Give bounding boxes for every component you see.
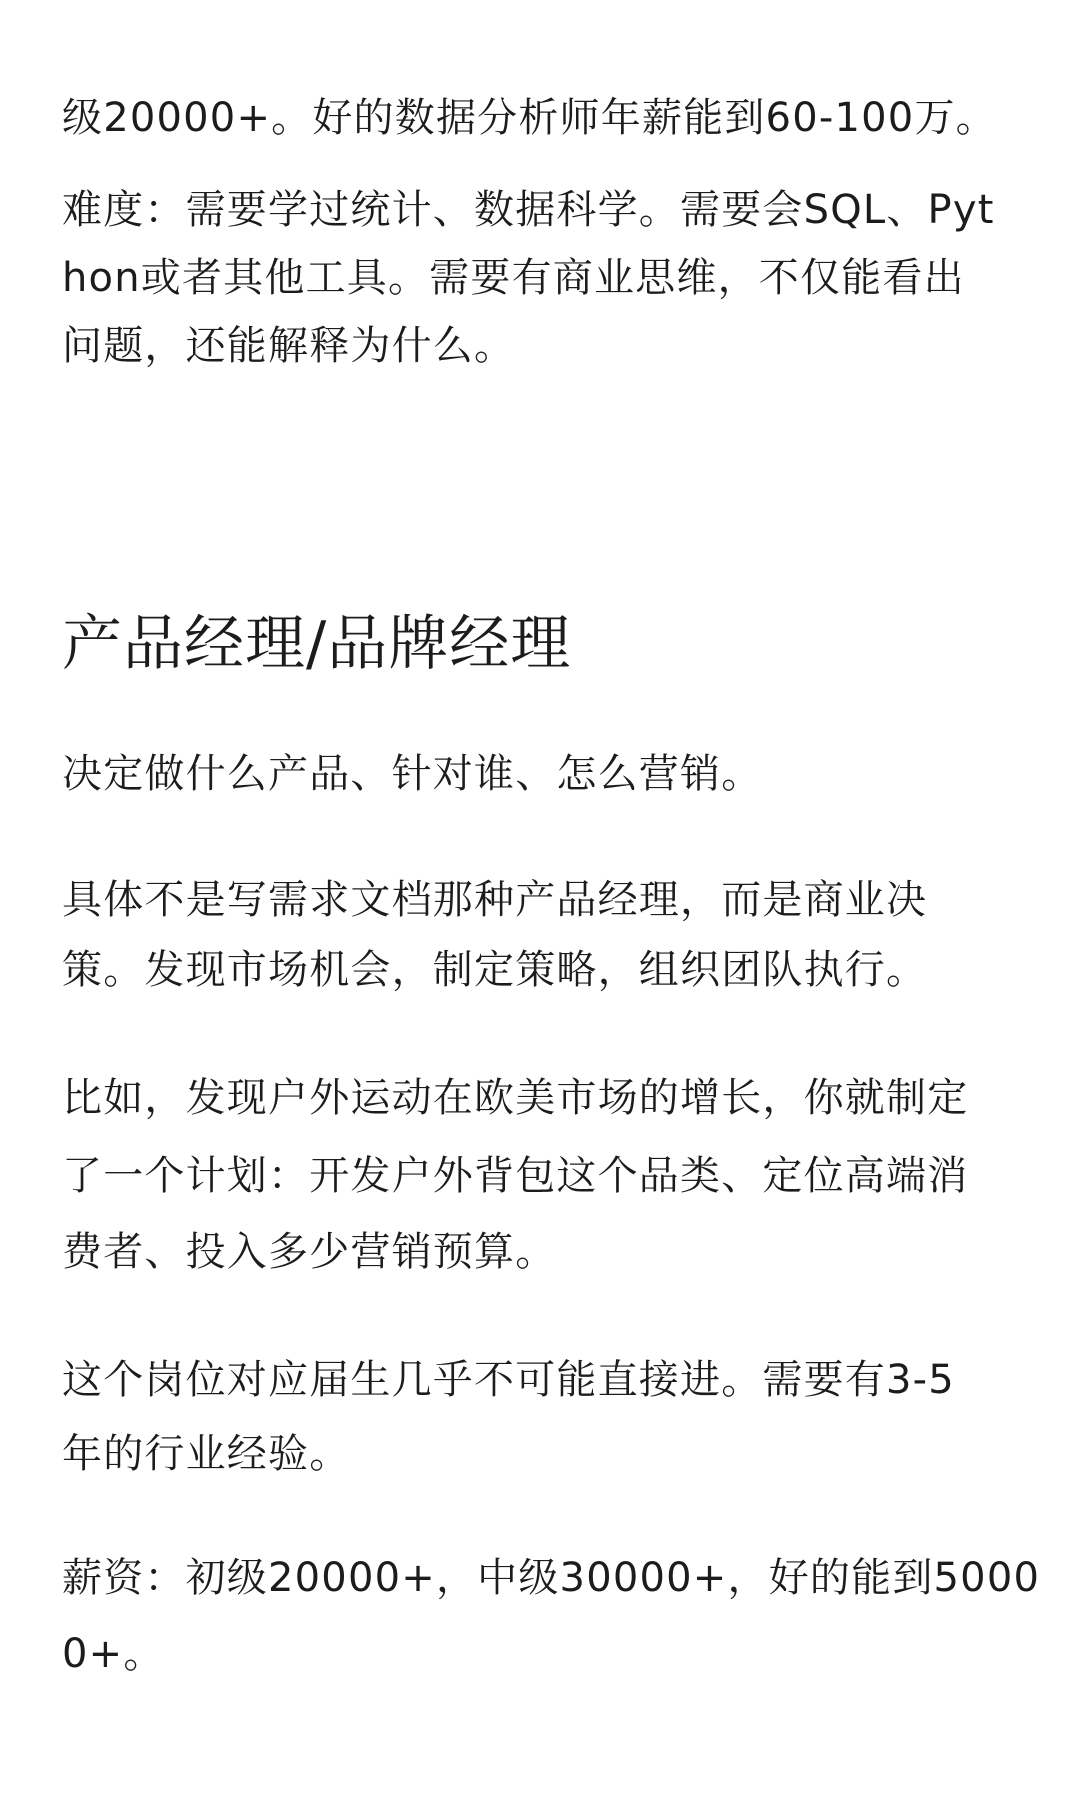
summary-paragraph: 决定做什么产品、针对谁、怎么营销。: [62, 751, 763, 797]
section-heading: 产品经理/品牌经理: [62, 609, 572, 679]
detail-paragraph-line-1: 具体不是写需求文档那种产品经理，而是商业决: [62, 877, 928, 923]
detail-paragraph-line-2: 策。发现市场机会，制定策略，组织团队执行。: [62, 947, 928, 993]
salary-paragraph-line-2: 0+。: [62, 1631, 165, 1677]
entry-paragraph-line-1: 这个岗位对应届生几乎不可能直接进。需要有3-5: [62, 1357, 955, 1403]
entry-paragraph-line-2: 年的行业经验。: [62, 1431, 351, 1477]
salary-paragraph-tail: 级20000+。好的数据分析师年薪能到60-100万。: [62, 95, 997, 141]
example-paragraph-line-1: 比如，发现户外运动在欧美市场的增长，你就制定: [62, 1075, 969, 1121]
example-paragraph-line-3: 费者、投入多少营销预算。: [62, 1229, 557, 1275]
salary-paragraph-line-1: 薪资：初级20000+，中级30000+，好的能到5000: [62, 1555, 1041, 1601]
difficulty-paragraph-line-3: 问题，还能解释为什么。: [62, 323, 516, 369]
example-paragraph-line-2: 了一个计划：开发户外背包这个品类、定位高端消: [62, 1153, 969, 1199]
difficulty-paragraph-line-2: hon或者其他工具。需要有商业思维，不仅能看出: [62, 255, 965, 301]
difficulty-paragraph-line-1: 难度：需要学过统计、数据科学。需要会SQL、Pyt: [62, 187, 995, 233]
